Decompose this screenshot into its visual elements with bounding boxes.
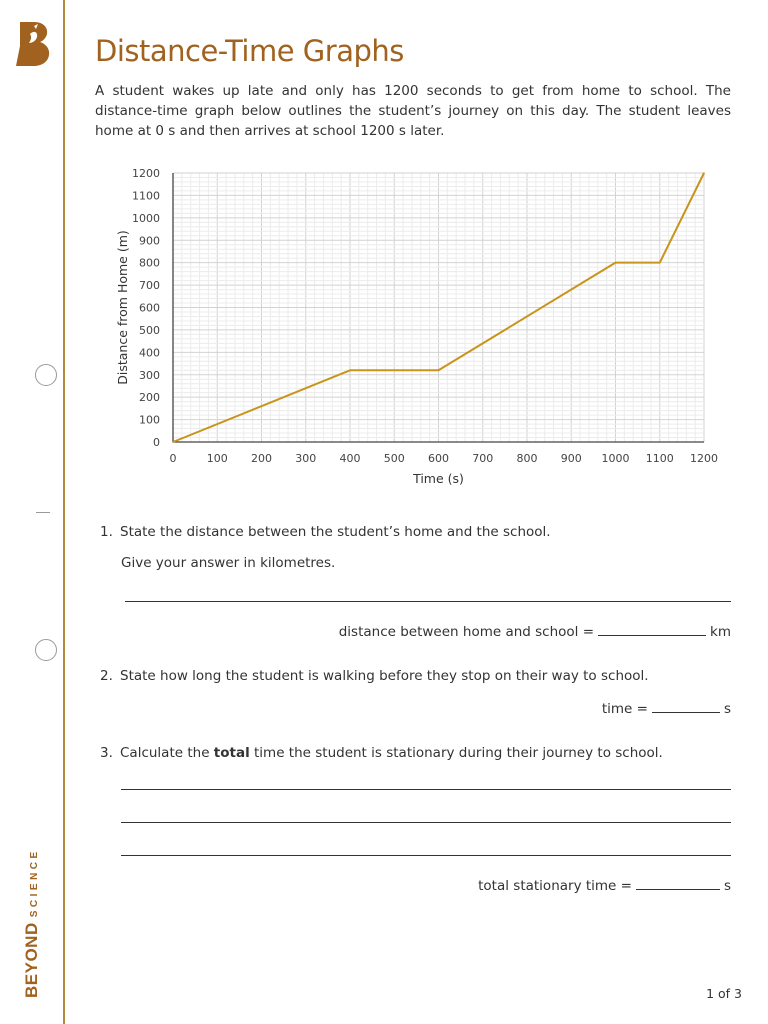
question-2 — [100, 668, 649, 684]
answer-2-blank[interactable] — [652, 698, 720, 713]
y-tick-label: 800 — [139, 256, 160, 270]
page-title: Distance-Time Graphs — [95, 34, 404, 68]
y-tick-label: 500 — [139, 323, 160, 337]
answer-1-row — [339, 621, 731, 640]
y-tick-label: 100 — [139, 413, 160, 427]
y-axis-label: Distance from Home (m) — [115, 230, 130, 385]
beyond-logo-icon — [14, 20, 52, 66]
question-3-text-after: time the student is stationary during their journey to school. — [249, 745, 663, 761]
y-tick-label: 600 — [139, 301, 160, 315]
y-tick-label: 1000 — [132, 211, 160, 225]
y-tick-label: 400 — [139, 346, 160, 360]
brand-sub: SCIENCE — [29, 848, 40, 918]
question-1-sub: Give your answer in kilometres. — [121, 555, 336, 571]
y-tick-label: 0 — [153, 436, 160, 449]
punch-hole-top — [35, 364, 57, 386]
y-tick-label: 900 — [139, 234, 160, 248]
margin-rule — [63, 0, 65, 1024]
data-point — [349, 369, 351, 371]
answer-3-row — [478, 875, 731, 894]
x-tick-label: 1000 — [601, 452, 630, 465]
answer-line[interactable] — [121, 822, 731, 823]
answer-1-unit: km — [710, 624, 731, 640]
x-tick-label: 500 — [383, 452, 405, 465]
answer-line[interactable] — [125, 601, 731, 602]
x-tick-label: 200 — [251, 452, 272, 465]
x-tick-label: 600 — [428, 452, 449, 465]
x-tick-label: 700 — [472, 452, 494, 465]
question-1-text: State the distance between the student’s home and the school. — [120, 524, 551, 540]
question-3-text-before: Calculate the — [120, 745, 214, 761]
answer-1-label: distance between home and school = — [338, 624, 595, 640]
question-3-text-bold: total — [213, 745, 250, 761]
x-tick-label: 400 — [339, 452, 361, 465]
data-point — [438, 369, 440, 371]
x-tick-label: 0 — [169, 452, 177, 465]
answer-3-label: total stationary time = — [478, 878, 632, 894]
x-tick-label: 100 — [206, 452, 228, 465]
punch-hole-bottom — [35, 639, 57, 661]
data-point — [615, 262, 617, 264]
x-tick-label: 900 — [560, 452, 582, 465]
intro-paragraph: A student wakes up late and only has 1200 seconds to get from home to school. The distance-time graph below outlines the student’s journey on this day. The student leaves home at 0 s and then arrives at school 1200 s later. — [95, 83, 731, 139]
question-3-number: 3. — [100, 745, 113, 761]
x-tick-label: 1200 — [690, 452, 718, 465]
brand-word: BEYOND — [22, 922, 41, 998]
answer-line[interactable] — [121, 789, 731, 790]
x-axis-label: Time (s) — [413, 471, 464, 486]
question-1-number: 1. — [100, 524, 113, 540]
data-point — [172, 441, 174, 443]
y-tick-label: 200 — [139, 391, 160, 405]
brand-wordmark — [22, 848, 42, 998]
answer-1-blank[interactable] — [598, 621, 706, 636]
question-2-text: State how long the student is walking before they stop on their way to school. — [120, 668, 649, 684]
answer-2-row — [602, 698, 731, 717]
x-tick-label: 300 — [295, 452, 317, 465]
answer-3-blank[interactable] — [636, 875, 720, 890]
y-tick-label: 700 — [139, 279, 160, 293]
answer-2-unit: s — [723, 701, 731, 717]
question-3 — [100, 745, 663, 761]
question-1 — [100, 524, 551, 540]
x-tick-label: 1100 — [645, 452, 674, 465]
answer-3-unit: s — [723, 878, 731, 894]
question-2-number: 2. — [100, 668, 113, 684]
answer-line[interactable] — [121, 855, 731, 856]
data-point — [659, 262, 661, 264]
y-tick-label: 1100 — [132, 189, 160, 203]
x-tick-label: 800 — [516, 452, 538, 465]
data-point — [703, 172, 705, 174]
y-tick-label: 1200 — [132, 167, 160, 180]
answer-2-label: time = — [601, 701, 648, 717]
fold-mark — [36, 512, 50, 513]
distance-time-chart — [100, 160, 730, 495]
page-number: 1 of 3 — [706, 986, 742, 1001]
y-tick-label: 300 — [139, 368, 160, 382]
